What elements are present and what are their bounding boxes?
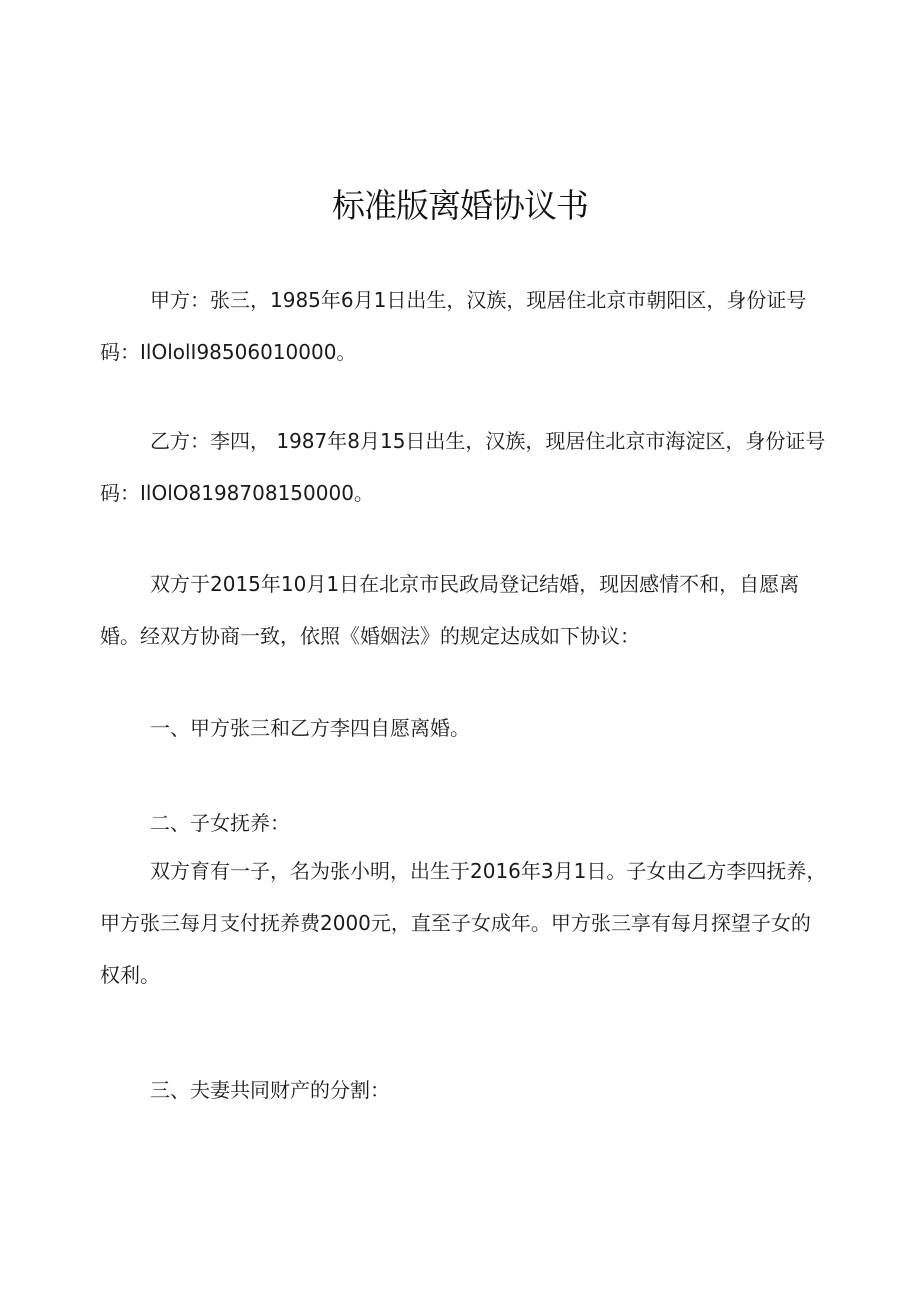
clause-2-heading: 二、子女抚养： [150, 811, 290, 835]
party-b-paragraph: 乙方：李四， 1987年8月15日出生，汉族，现居住北京市海淀区，身份证号码：IlOlO8198708150000。 [100, 429, 826, 505]
clause-1: 一、甲方张三和乙方李四自愿离婚。 [150, 716, 470, 740]
party-a-paragraph: 甲方：张三，1985年6月1日出生，汉族，现居住北京市朝阳区，身份证号码：IlOlolI98506010000。 [100, 288, 807, 364]
clause-3-heading: 三、夫妻共同财产的分割： [150, 1078, 390, 1102]
clause-2-body: 双方育有一子，名为张小明，出生于2016年3月1日。子女由乙方李四抚养，甲方张三每月支付抚养费2000元，直至子女成年。甲方张三享有每月探望子女的权利。 [100, 859, 827, 987]
document-title: 标准版离婚协议书 [332, 186, 588, 225]
marriage-paragraph: 双方于2015年10月1日在北京市民政局登记结婚，现因感情不和，自愿离婚。经双方协商一致，依照《婚姻法》的规定达成如下协议： [100, 572, 800, 648]
